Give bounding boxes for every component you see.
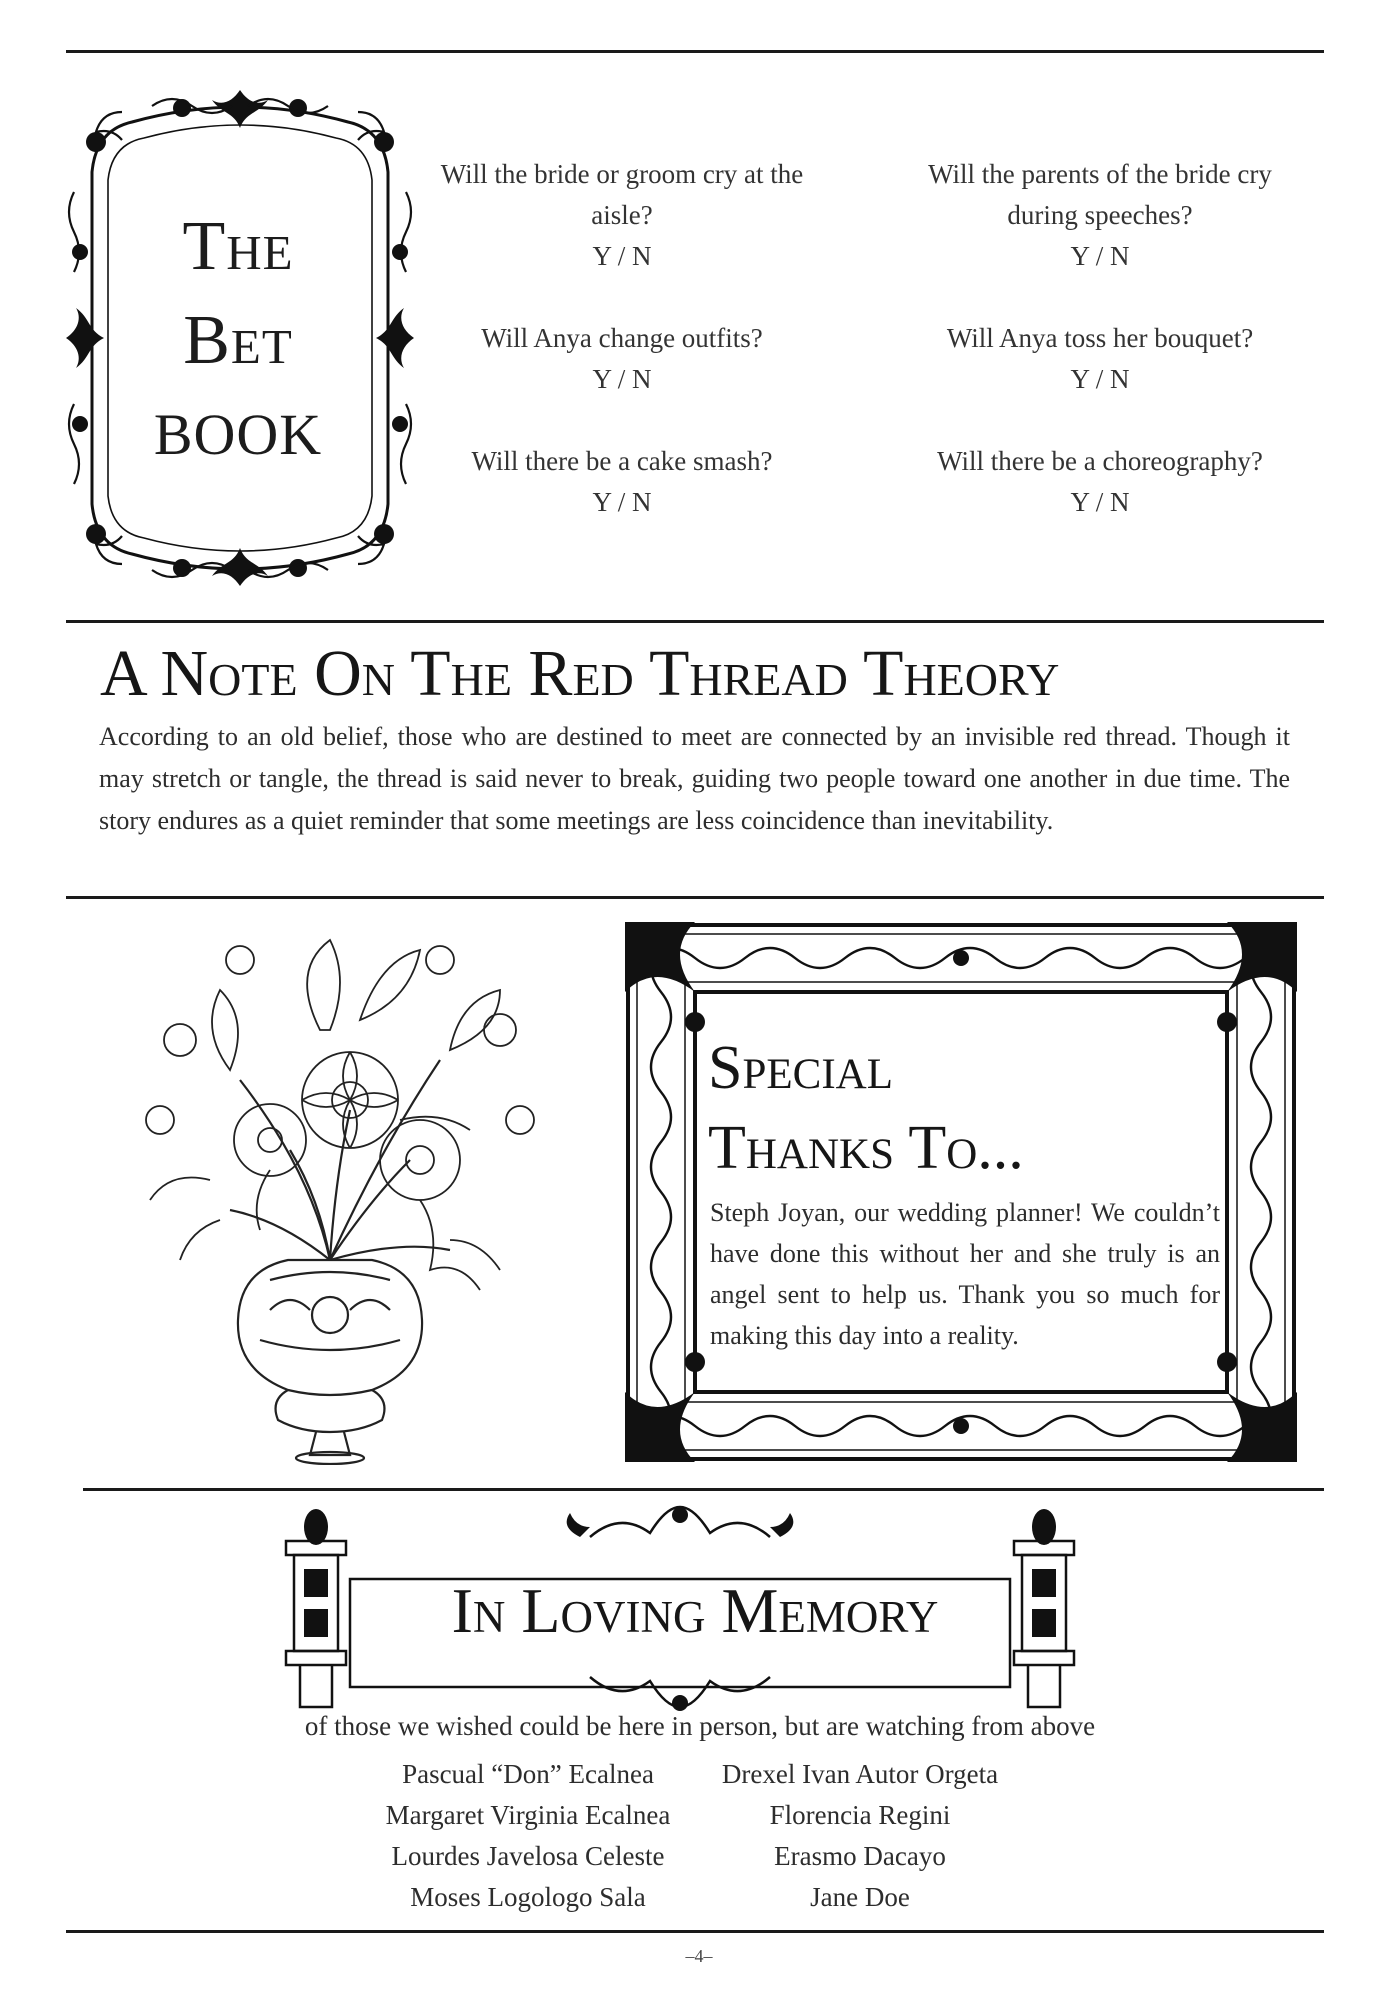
memory-names-left [368,1754,688,1918]
bet-question-text: Will there be a choreography? [937,446,1263,476]
bet-question-text: Will Anya toss her bouquet? [946,323,1254,353]
bet-question-text: Will Anya change outfits? [481,323,763,353]
page-number: –4– [685,1946,713,1966]
special-thanks-body: Steph Joyan, our wedding planner! We couldn’t have done this without her and she truly is an angel sent to help us. Thank you so much for making this day into a reality. [710,1198,1220,1350]
bet-book-title [118,200,358,482]
bet-question-4 [880,318,1320,400]
section-rule [66,896,1324,899]
memory-subtitle: of those we wished could be here in person, but are watching from above [304,1711,1096,1741]
special-thanks-heading [708,1028,1024,1188]
bet-title-line-1: The [182,208,294,285]
bet-title-line-3: BOOK [153,402,323,467]
bet-answer: Y / N [592,487,652,517]
bet-answer: Y / N [1070,241,1130,271]
bet-question-text: Will the parents of the bride cry during speeches? [928,159,1272,230]
memory-name: Drexel Ivan Autor Orgeta [721,1759,999,1789]
bet-question-6 [880,441,1320,523]
bet-question-2 [880,154,1320,277]
special-thanks-heading-line-2: Thanks To... [708,1114,1024,1182]
bet-answer: Y / N [1070,487,1130,517]
memory-name: Moses Logologo Sala [410,1882,646,1912]
section-rule [83,1488,1324,1491]
memory-name: Jane Doe [810,1882,910,1912]
bottom-rule [66,1930,1324,1933]
flower-vase-illustration [120,920,565,1465]
bet-question-1 [402,154,842,277]
red-thread-heading: A Note On The Red Thread Theory [100,637,1060,710]
special-thanks-heading-line-1: Special [708,1034,893,1102]
bet-question-text: Will the bride or groom cry at the aisle? [440,159,804,230]
memory-name: Florencia Regini [769,1800,951,1830]
bet-question-5 [402,441,842,523]
memory-name: Margaret Virginia Ecalnea [385,1800,671,1830]
memory-name: Erasmo Dacayo [774,1841,946,1871]
bet-title-line-2: Bet [183,302,293,379]
bet-question-3 [402,318,842,400]
memory-name: Pascual “Don” Ecalnea [402,1759,654,1789]
memory-names-right [700,1754,1020,1918]
red-thread-body: According to an old belief, those who are destined to meet are connected by an invisible red thread. Though it may stretch or tangle, the thread is said never to break, guiding two people toward one another in due time. The story endures as a quiet reminder that some meetings are less coincidence than inevitability. [99,722,1290,835]
bet-answer: Y / N [592,364,652,394]
section-rule [66,620,1324,623]
memory-heading: In Loving Memory [451,1575,939,1646]
top-rule [66,50,1324,53]
bet-answer: Y / N [1070,364,1130,394]
bet-answer: Y / N [592,241,652,271]
bet-question-text: Will there be a cake smash? [471,446,773,476]
memory-name: Lourdes Javelosa Celeste [391,1841,665,1871]
